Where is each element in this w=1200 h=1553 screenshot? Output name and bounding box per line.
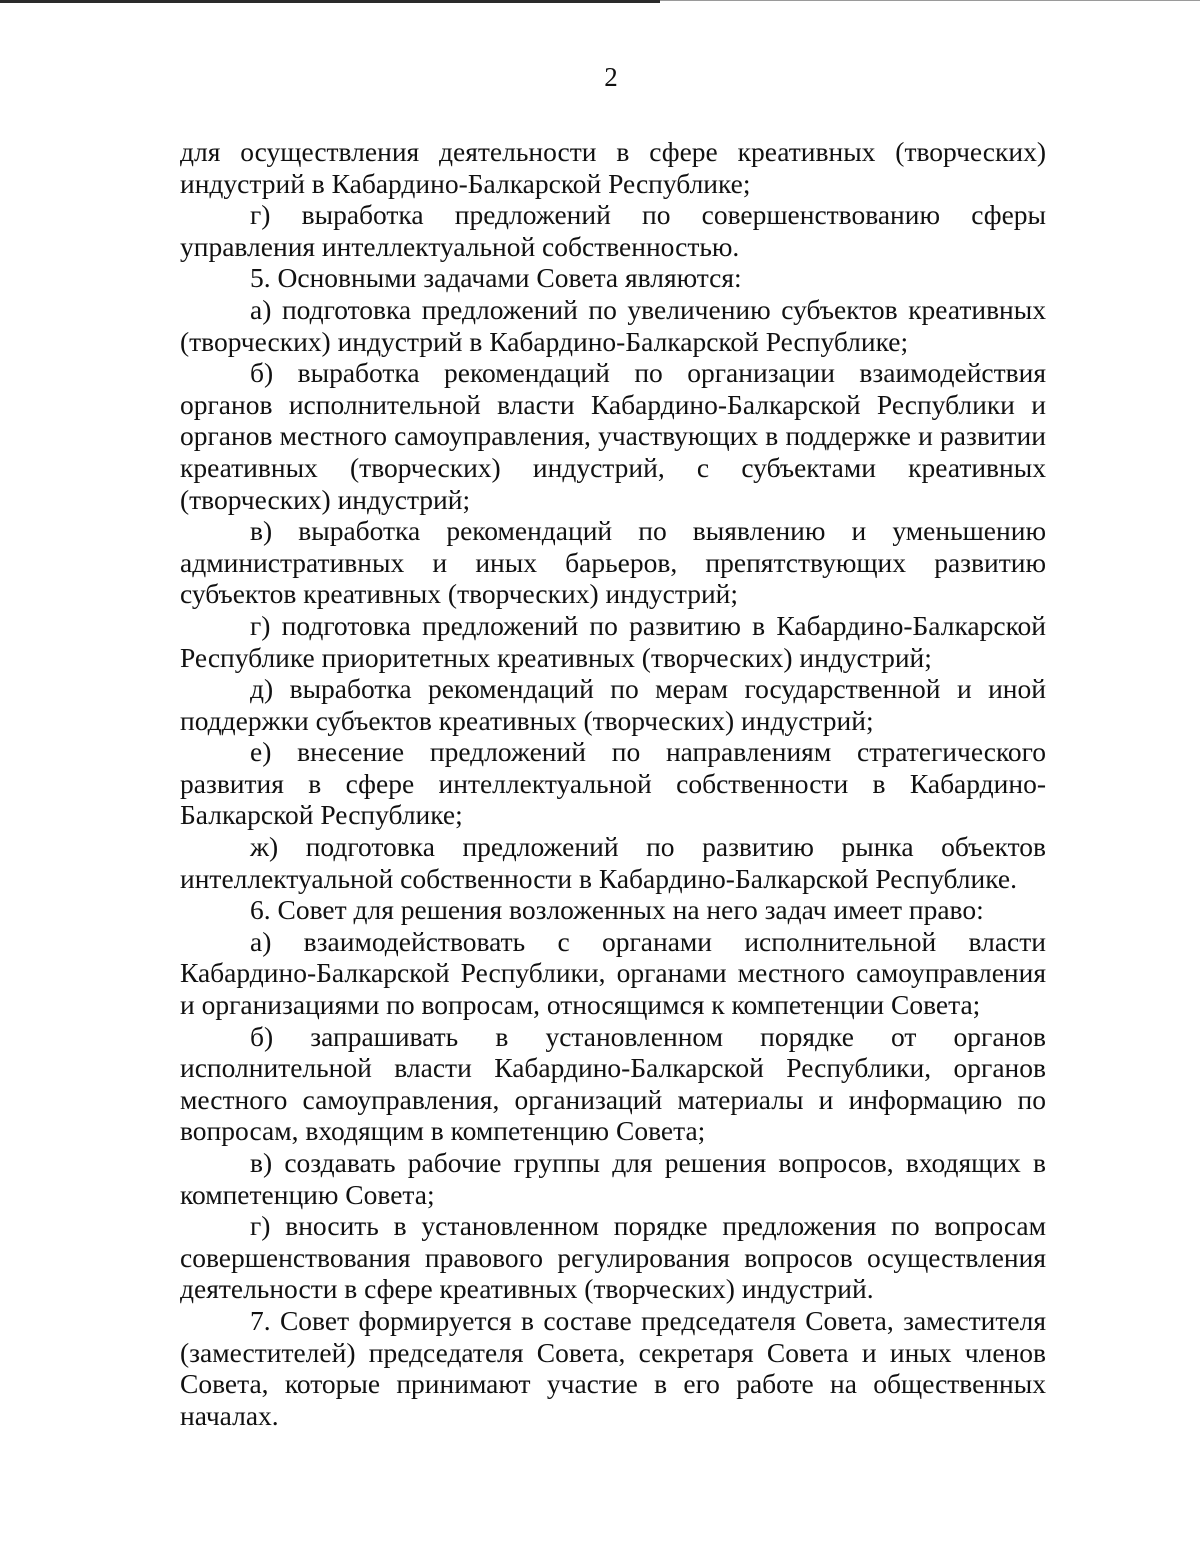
paragraph: 5. Основными задачами Совета являются: bbox=[250, 262, 742, 294]
paragraph: г) подготовка предложений по развитию в Кабардино-Балкарской Республике приоритетных креативных (творческих) индустрий; bbox=[180, 609, 1046, 673]
paragraph: б) выработка рекомендаций по организации взаимодействия органов исполнительной власти Кабардино-Балкарской Республики и органов местного самоуправления, участвующих в поддержке и развитии креативных (творческих) индустрий, с субъектами креативных (творческих) индустрий; bbox=[180, 357, 1046, 515]
paragraph: для осуществления деятельности в сфере креативных (творческих) индустрий в Кабардино-Балкарской Республике; bbox=[180, 136, 1046, 199]
scan-edge-top bbox=[0, 0, 660, 3]
paragraph: б) запрашивать в установленном порядке от органов исполнительной власти Кабардино-Балкарской Республики, органов местного самоуправления, организаций материалы и информацию по вопросам, входящим в компетенцию Совета; bbox=[180, 1020, 1046, 1147]
paragraph: г) вносить в установленном порядке предложения по вопросам совершенствования правового регулирования вопросов осуществления деятельности в сфере креативных (творческих) индустрий. bbox=[180, 1210, 1046, 1305]
paragraph: д) выработка рекомендаций по мерам государственной и иной поддержки субъектов креативных (творческих) индустрий; bbox=[180, 673, 1046, 736]
paragraph: 6. Совет для решения возложенных на него задач имеет право: bbox=[250, 894, 984, 926]
scan-edge-top-right bbox=[660, 0, 1200, 1]
paragraph: а) взаимодействовать с органами исполнительной власти Кабардино-Балкарской Республики, органами местного самоуправления и организациями по вопросам, относящимся к компетенции Совета; bbox=[180, 925, 1046, 1021]
paragraph: ж) подготовка предложений по развитию рынка объектов интеллектуальной собственности в Кабардино-Балкарской Республике. bbox=[180, 831, 1046, 894]
paragraph: 7. Совет формируется в составе председателя Совета, заместителя (заместителей) председателя Совета, секретаря Совета и иных членов Совета, которые принимают участие в его работе на общественных началах. bbox=[180, 1304, 1046, 1431]
paragraph: г) выработка предложений по совершенствованию сферы управления интеллектуальной собственностью. bbox=[180, 199, 1046, 262]
paragraph: в) выработка рекомендаций по выявлению и уменьшению административных и иных барьеров, препятствующих развитию субъектов креативных (творческих) индустрий; bbox=[180, 515, 1046, 610]
page-number: 2 bbox=[604, 62, 618, 92]
paragraph: а) подготовка предложений по увеличению субъектов креативных (творческих) индустрий в Кабардино-Балкарской Республике; bbox=[180, 293, 1046, 357]
document-body bbox=[180, 136, 1046, 1431]
paragraph: в) создавать рабочие группы для решения вопросов, входящих в компетенцию Совета; bbox=[180, 1147, 1046, 1210]
paragraph: е) внесение предложений по направлениям стратегического развития в сфере интеллектуальной собственности в Кабардино-Балкарской Республике; bbox=[180, 736, 1046, 831]
